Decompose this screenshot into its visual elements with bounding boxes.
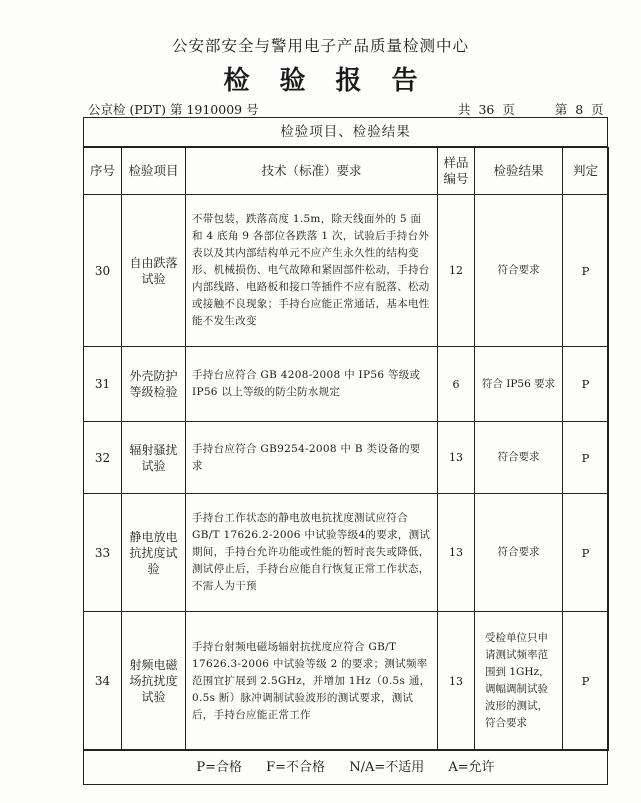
row-verdict: P — [563, 347, 609, 422]
issuing-organization: 公安部安全与警用电子产品质量检测中心 — [171, 37, 469, 55]
row-result: 受检单位只申请测试频率范围到 1GHz，调幅调制试验波形的测试，符合要求 — [475, 612, 563, 751]
col-header-verdict: 判定 — [563, 148, 609, 195]
row-item: 静电放电抗扰度试验 — [122, 494, 186, 612]
row-requirement: 手持台应符合 GB9254-2008 中 B 类设备的要求 — [186, 422, 438, 494]
row-seq: 32 — [84, 422, 122, 494]
table-row — [84, 494, 609, 612]
row-seq: 34 — [84, 612, 122, 751]
row-verdict: P — [563, 422, 609, 494]
row-sample: 13 — [438, 422, 475, 494]
section-title: 检验项目、检验结果 — [83, 117, 608, 147]
row-seq: 31 — [84, 347, 122, 422]
col-header-result: 检验结果 — [475, 148, 563, 195]
table-row — [84, 195, 609, 347]
row-item: 射频电磁场抗扰度试验 — [122, 612, 186, 751]
col-header-item: 检验项目 — [122, 148, 186, 195]
row-result: 符合要求 — [475, 494, 563, 612]
row-item: 辐射骚扰试验 — [122, 422, 186, 494]
row-requirement: 不带包装，跌落高度 1.5m，除天线面外的 5 面和 4 底角 9 各部位各跌落 1 次，试验后手持台外表以及其内部结构单元不应产生永久性的结构变形、机械损伤、电气故障和紧固部件松动，手持台内部线路、电路板和接口等插件不应有脱落、松动或接触不良现象；手持台应能正常通话，基本电性能不发生改变 — [186, 195, 438, 347]
page-total: 共 36 页 — [458, 102, 515, 117]
document-title: 检验报告 — [223, 66, 448, 96]
report-number: 公京检 (PDT) 第 1910009 号 — [88, 102, 259, 117]
row-sample: 13 — [438, 612, 475, 751]
row-sample: 6 — [438, 347, 475, 422]
row-verdict: P — [563, 195, 609, 347]
legend-allow: A=允许 — [448, 760, 495, 775]
row-verdict: P — [563, 612, 609, 751]
row-result: 符合 IP56 要求 — [475, 347, 563, 422]
verdict-legend — [83, 749, 608, 785]
table-row — [84, 347, 609, 422]
table-row — [84, 422, 609, 494]
col-header-sample: 样品编号 — [438, 148, 475, 195]
row-seq: 33 — [84, 494, 122, 612]
table-header-row — [84, 148, 609, 195]
row-result: 符合要求 — [475, 195, 563, 347]
row-verdict: P — [563, 494, 609, 612]
row-item: 自由跌落试验 — [122, 195, 186, 347]
row-sample: 12 — [438, 195, 475, 347]
row-requirement: 手持台应符合 GB 4208-2008 中 IP56 等级或 IP56 以上等级的防尘防水规定 — [186, 347, 438, 422]
col-header-requirement: 技术（标准）要求 — [186, 148, 438, 195]
row-item: 外壳防护等级检验 — [122, 347, 186, 422]
table-row — [84, 612, 609, 751]
page-current: 第 8 页 — [554, 102, 604, 117]
row-requirement: 手持台工作状态的静电放电抗扰度测试应符合 GB/T 17626.2-2006 中试验等级4的要求，测试期间，手持台允许功能或性能的暂时丧失或降低，测试停止后，手持台应能自行恢复正常工作状态，不需人为干预 — [186, 494, 438, 612]
results-table — [83, 147, 609, 751]
row-requirement: 手持台射频电磁场辐射抗扰度应符合 GB/T 17626.3-2006 中试验等级 2 的要求；测试频率范围宜扩展到 2.5GHz，并增加 1Hz（0.5s 通，0.5s 断）脉冲调制试验波形的测试要求，测试后，手持台应能正常工作 — [186, 612, 438, 751]
row-sample: 13 — [438, 494, 475, 612]
row-result: 符合要求 — [475, 422, 563, 494]
legend-fail: F=不合格 — [266, 760, 326, 775]
page-indicator — [458, 100, 604, 118]
row-seq: 30 — [84, 195, 122, 347]
col-header-seq: 序号 — [84, 148, 122, 195]
legend-pass: P=合格 — [196, 760, 242, 775]
legend-na: N/A=不适用 — [349, 760, 425, 775]
